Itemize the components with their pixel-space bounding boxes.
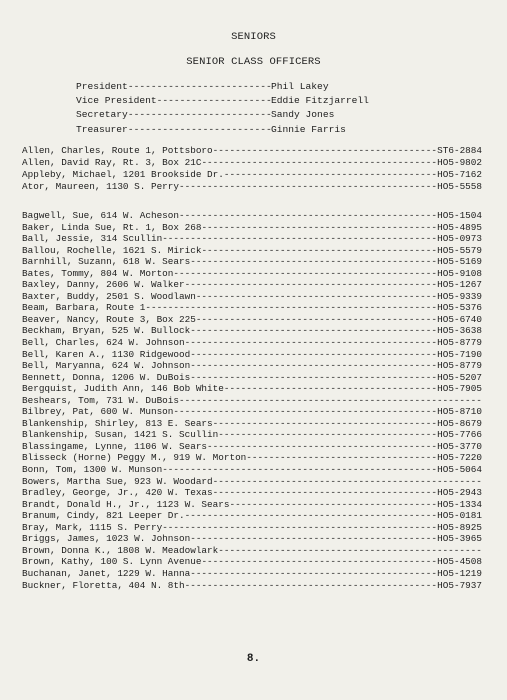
roster-row — [22, 406, 482, 418]
roster-row — [22, 279, 482, 291]
dash-leader — [213, 476, 482, 488]
phone-number: HO5-3770 — [437, 440, 482, 452]
roster-row — [22, 314, 482, 326]
dash-leader — [190, 349, 437, 361]
dash-leader — [190, 533, 437, 545]
phone-number: HO5-7905 — [437, 383, 482, 395]
roster-row — [22, 233, 482, 245]
student-entry: Beaver, Nancy, Route 3, Box 225 — [22, 313, 196, 325]
senior-roster-a-group — [22, 145, 482, 193]
student-entry: Bagwell, Sue, 614 W. Acheson — [22, 210, 180, 221]
roster-row — [22, 145, 482, 157]
dash-leader — [213, 487, 437, 499]
phone-number: HO5-5579 — [437, 244, 482, 256]
roster-row — [22, 325, 482, 337]
roster-row — [22, 245, 482, 257]
roster-row — [22, 568, 482, 580]
student-entry: Baker, Linda Sue, Rt. 1, Box 268 — [22, 221, 202, 233]
officers-list — [76, 80, 369, 137]
roster-row — [22, 181, 482, 193]
student-entry: Briggs, James, 1023 W. Johnson — [22, 533, 191, 545]
dash-leader — [173, 268, 437, 280]
student-entry: Blankenship, Shirley, 813 E. Sears — [22, 417, 213, 429]
phone-number: HO5-1504 — [437, 210, 482, 221]
dash-leader — [196, 291, 437, 303]
student-entry: Allen, David Ray, Rt. 3, Box 21C — [22, 156, 202, 168]
phone-number: HO5-2943 — [437, 487, 482, 499]
phone-number: HO5-8779 — [437, 360, 482, 372]
officer-row — [76, 80, 369, 94]
roster-row — [22, 222, 482, 234]
phone-number: HO5-5169 — [437, 256, 482, 268]
dash-leader — [162, 464, 437, 476]
roster-row — [22, 349, 482, 361]
roster-row — [22, 302, 482, 314]
roster-row — [22, 533, 482, 545]
phone-number: HO5-0973 — [437, 233, 482, 245]
student-entry: Bennett, Donna, 1206 W. DuBois — [22, 371, 191, 383]
student-entry: Bell, Maryanna, 624 W. Johnson — [22, 360, 191, 372]
phone-number: HO5-1267 — [437, 279, 482, 291]
dash-leader — [224, 383, 437, 395]
phone-number: HO5-7220 — [437, 452, 482, 464]
phone-number: HO5-8779 — [437, 337, 482, 349]
dash-leader — [162, 522, 437, 534]
student-entry: Beshears, Tom, 731 W. DuBois — [22, 394, 180, 406]
student-entry: Baxley, Danny, 2606 W. Walker — [22, 279, 185, 291]
roster-row — [22, 545, 482, 557]
dash-leader — [145, 302, 437, 314]
student-entry: Bonn, Tom, 1300 W. Munson — [22, 464, 163, 476]
student-entry: Bilbrey, Pat, 600 W. Munson — [22, 406, 174, 418]
officer-name: Eddie Fitzjarrell — [271, 95, 369, 107]
student-entry: Blassingame, Lynne, 1106 W. Sears — [22, 440, 208, 452]
dash-leader — [179, 181, 437, 193]
dash-leader — [201, 157, 437, 169]
officer-role: Treasurer ----- — [76, 123, 271, 137]
roster-row — [22, 499, 482, 511]
phone-number: HO5-8925 — [437, 521, 482, 533]
officer-role: Secretary ----- — [76, 108, 271, 122]
dash-leader — [190, 325, 437, 337]
dash-leader — [185, 279, 438, 291]
student-entry: Bray, Mark, 1115 S. Perry — [22, 521, 163, 533]
roster-row — [22, 487, 482, 499]
officer-row — [76, 108, 369, 122]
student-entry: Brandt, Donald H., Jr., 1123 W. Sears — [22, 498, 230, 510]
student-entry: Buckner, Floretta, 404 N. 8th — [22, 579, 185, 591]
roster-row — [22, 395, 482, 407]
officer-role: Vice President ----- — [76, 94, 271, 108]
dash-leader — [162, 233, 437, 245]
student-entry: Blisseck (Horne) Peggy M., 919 W. Morton — [22, 452, 247, 464]
roster-row — [22, 441, 482, 453]
page-number: 8. — [246, 653, 261, 665]
dash-leader — [246, 452, 437, 464]
student-entry: Bergquist, Judith Ann, 146 Bob White — [22, 383, 224, 395]
student-entry: Bell, Karen A., 1130 Ridgewood — [22, 348, 191, 360]
phone-number: HO5-5376 — [437, 302, 482, 314]
student-entry: Brown, Donna K., 1808 W. Meadowlark — [22, 544, 219, 556]
phone-number: HO5-9339 — [437, 290, 482, 302]
dash-leader — [190, 372, 437, 384]
dash-leader — [185, 580, 438, 592]
officer-row — [76, 123, 369, 137]
student-entry: Branum, Cindy, 821 Leeper Dr. — [22, 510, 185, 522]
roster-row — [22, 464, 482, 476]
roster-row — [22, 383, 482, 395]
phone-number: HO5-0181 — [437, 510, 482, 522]
dash-leader — [207, 441, 437, 453]
student-entry: Allen, Charles, Route 1, Pottsboro — [22, 145, 213, 156]
dash-leader — [190, 568, 437, 580]
student-entry: Ballou, Rochelle, 1621 S. Mirick — [22, 244, 202, 256]
dash-leader — [213, 145, 437, 157]
officer-row — [76, 94, 369, 108]
phone-number: HO5-3638 — [437, 325, 482, 337]
student-entry: Ator, Maureen, 1130 S. Perry — [22, 180, 180, 192]
roster-row — [22, 360, 482, 372]
section-heading: SENIOR CLASS OFFICERS — [186, 56, 321, 68]
officer-name: Phil Lakey — [271, 81, 329, 92]
student-entry: Bell, Charles, 624 W. Johnson — [22, 337, 185, 349]
dash-leader — [179, 210, 437, 222]
roster-row — [22, 291, 482, 303]
dash-leader — [201, 556, 437, 568]
phone-number: HO5-5207 — [437, 371, 482, 383]
phone-number: HO5-5558 — [437, 180, 482, 192]
roster-row — [22, 418, 482, 430]
roster-row — [22, 429, 482, 441]
roster-row — [22, 522, 482, 534]
roster-row — [22, 256, 482, 268]
phone-number: HO5-3965 — [437, 533, 482, 545]
student-entry: Ball, Jessie, 314 Scullin — [22, 233, 163, 245]
roster-row — [22, 372, 482, 384]
dash-leader — [190, 256, 437, 268]
student-entry: Bates, Tommy, 804 W. Morton — [22, 267, 174, 279]
dash-leader — [196, 314, 437, 326]
roster-row — [22, 169, 482, 181]
dash-leader — [201, 245, 437, 257]
page-heading: SENIORS — [231, 31, 276, 43]
dash-leader — [173, 406, 437, 418]
phone-number: HO5-1219 — [437, 567, 482, 579]
phone-number: HO5-8710 — [437, 406, 482, 418]
phone-number: HO5-8679 — [437, 417, 482, 429]
student-entry: Buchanan, Janet, 1229 W. Hanna — [22, 567, 191, 579]
phone-number: HO5-7766 — [437, 429, 482, 441]
roster-row — [22, 268, 482, 280]
student-entry: Beckham, Bryan, 525 W. Bullock — [22, 325, 191, 337]
dash-leader — [185, 510, 438, 522]
student-entry: Appleby, Michael, 1201 Brookside Dr. — [22, 168, 224, 180]
roster-row — [22, 157, 482, 169]
roster-row — [22, 337, 482, 349]
phone-number: HO5-7162 — [437, 168, 482, 180]
roster-row — [22, 580, 482, 592]
roster-row — [22, 476, 482, 488]
student-entry: Bowers, Martha Sue, 923 W. Woodard — [22, 475, 213, 487]
roster-row — [22, 556, 482, 568]
phone-number: HO5-4508 — [437, 556, 482, 568]
student-entry: Beam, Barbara, Route 1 — [22, 302, 146, 314]
phone-number: HO5-7190 — [437, 348, 482, 360]
phone-number: HO5-6740 — [437, 313, 482, 325]
student-entry: Blankenship, Susan, 1421 S. Scullin — [22, 429, 219, 441]
roster-row — [22, 210, 482, 222]
phone-number: HO5-4895 — [437, 221, 482, 233]
phone-number: HO5-1334 — [437, 498, 482, 510]
student-entry: Baxter, Buddy, 2501 S. Woodlawn — [22, 290, 196, 302]
roster-row — [22, 510, 482, 522]
dash-leader — [213, 418, 437, 430]
dash-leader — [185, 337, 438, 349]
student-entry: Barnhill, Suzann, 618 W. Sears — [22, 256, 191, 268]
officer-role: President ----- — [76, 80, 271, 94]
dash-leader — [229, 499, 437, 511]
officer-name: Ginnie Farris — [271, 123, 346, 135]
phone-number: ST6-2884 — [437, 145, 482, 156]
dash-leader — [201, 222, 437, 234]
phone-number: HO5-9802 — [437, 156, 482, 168]
phone-number: HO5-7937 — [437, 579, 482, 591]
officer-name: Sandy Jones — [271, 109, 335, 121]
senior-roster-b-group — [22, 210, 482, 591]
roster-row — [22, 452, 482, 464]
dash-leader — [179, 395, 482, 407]
phone-number: HO5-9108 — [437, 267, 482, 279]
dash-leader — [224, 169, 437, 181]
phone-number: HO5-5064 — [437, 464, 482, 476]
student-entry: Brown, Kathy, 100 S. Lynn Avenue — [22, 556, 202, 568]
student-entry: Bradley, George, Jr., 420 W. Texas — [22, 487, 213, 499]
dash-leader — [218, 545, 482, 557]
dash-leader — [218, 429, 437, 441]
dash-leader — [190, 360, 437, 372]
